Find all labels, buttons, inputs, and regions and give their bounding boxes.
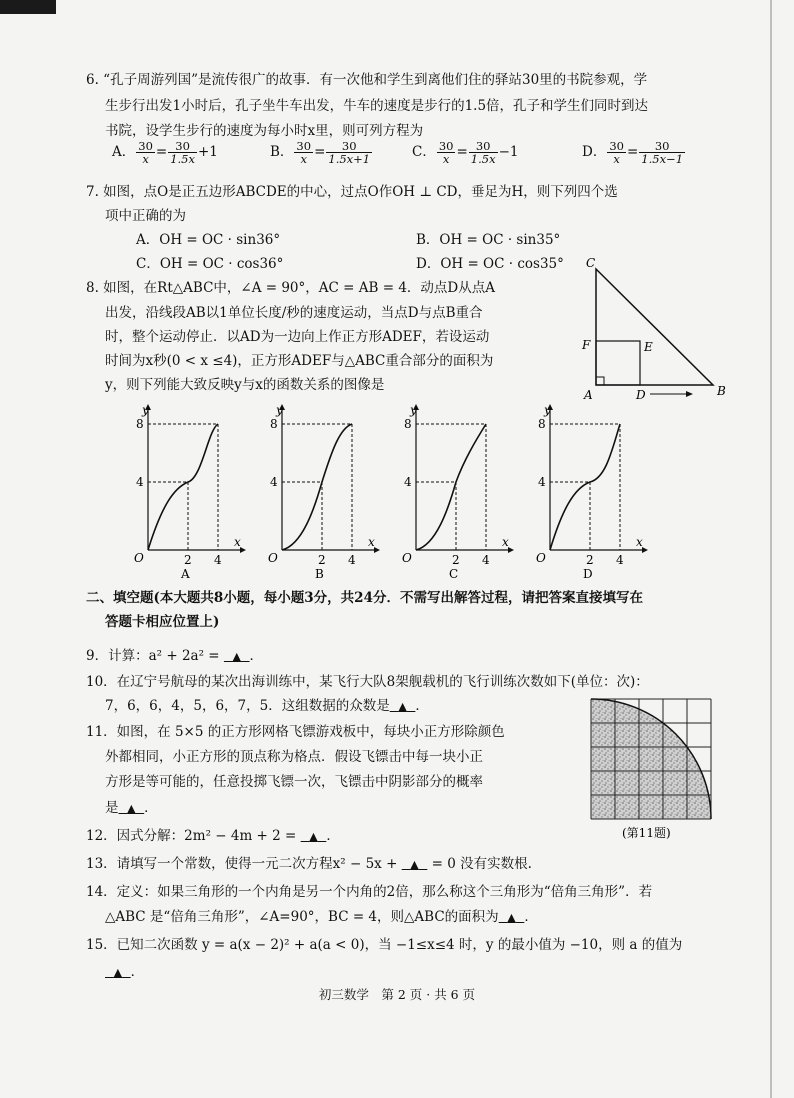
q14-line-2: △ABC 是“倍角三角形”，∠A=90°，BC = 4，则△ABC的面积为 ▲ ． bbox=[105, 909, 538, 925]
tick-y8: 8 bbox=[136, 417, 144, 431]
x-label: x bbox=[234, 535, 241, 549]
tick-2: 2 bbox=[184, 553, 192, 567]
q11-answer-blank: ▲ bbox=[127, 802, 136, 815]
x-label: x bbox=[636, 535, 643, 549]
scan-edge-line bbox=[770, 0, 772, 1098]
tick-2: 2 bbox=[318, 553, 326, 567]
origin-label: O bbox=[134, 551, 144, 565]
q6-line-1: 6. “孔子周游列国”是流传很广的故事．有一次他和学生到离他们住的驿站30里的书院参观，学 bbox=[86, 72, 648, 88]
x-axis-arrow bbox=[240, 547, 246, 553]
graph-label: B bbox=[315, 567, 324, 580]
tick-y4: 4 bbox=[538, 475, 546, 489]
q7-line-2: 项中正确的为 bbox=[105, 208, 186, 224]
q8-triangle-figure bbox=[578, 255, 738, 405]
q7-option-c: C．OH = OC · cos36° bbox=[136, 256, 284, 272]
label-f: F bbox=[582, 338, 591, 352]
q14-answer-blank: ▲ bbox=[507, 911, 516, 924]
q11-line-2: 外都相同，小正方形的顶点称为格点．假设飞镖击中每一块小正 bbox=[105, 749, 483, 765]
tick-y4: 4 bbox=[136, 475, 144, 489]
q11-line-1: 11．如图，在 5×5 的正方形网格飞镖游戏板中，每块小正方形除颜色 bbox=[86, 724, 505, 740]
q6-option-c: C． $\frac{30}{x}$ = $\frac{30}{1.5x}$ −1 bbox=[412, 139, 519, 166]
q7-option-b: B．OH = OC · sin35° bbox=[416, 232, 561, 248]
curve bbox=[282, 424, 352, 550]
tick-y4: 4 bbox=[270, 475, 278, 489]
q6-option-d: D． $\frac{30}{x}$ = $\frac{30}{1.5x-1}$ bbox=[582, 139, 684, 166]
scan-corner-mark bbox=[0, 0, 56, 14]
label-a: A bbox=[584, 388, 593, 402]
origin-label: O bbox=[268, 551, 278, 565]
q10-line-1: 10．在辽宁号航母的某次出海训练中，某飞行大队8架舰载机的飞行训练次数如下(单位：次)： bbox=[86, 674, 649, 690]
q7-line-1: 7. 如图，点O是正五边形ABCDE的中心，过点O作OH ⊥ CD，垂足为H，则下列四个选 bbox=[86, 184, 618, 200]
y-label: y bbox=[544, 403, 551, 417]
graph-label: C bbox=[449, 567, 459, 580]
label-e: E bbox=[644, 340, 653, 354]
q6-option-b: B． $\frac{30}{x}$ = $\frac{30}{1.5x+1}$ bbox=[270, 139, 371, 166]
origin-label: O bbox=[402, 551, 412, 565]
tick-2: 2 bbox=[452, 553, 460, 567]
motion-arrow-head bbox=[686, 391, 693, 397]
q13: 13．请填写一个常数，使得一元二次方程x² − 5x + ▲ = 0 没有实数根. bbox=[86, 856, 532, 872]
q9-answer-blank: ▲ bbox=[232, 650, 241, 663]
y-label: y bbox=[410, 403, 417, 417]
curve bbox=[416, 424, 486, 550]
q6-option-a: A． $\frac{30}{x}$ = $\frac{30}{1.5x}$ +1 bbox=[112, 139, 218, 166]
origin-label: O bbox=[536, 551, 546, 565]
curve bbox=[550, 424, 620, 550]
section-2-heading-line-2: 答题卡相应位置上) bbox=[105, 614, 220, 630]
tick-4: 4 bbox=[482, 553, 490, 567]
x-axis-arrow bbox=[374, 547, 380, 553]
label-b: B bbox=[717, 384, 726, 398]
q14-line-1: 14．定义：如果三角形的一个内角是另一个内角的2倍，那么称这个三角形为“倍角三角形”．若 bbox=[86, 884, 653, 900]
q10-line-2: 7，6，6，4，5，6，7，5．这组数据的众数是 ▲ ． bbox=[105, 698, 429, 714]
q11-line-3: 方形是等可能的，任意投掷飞镖一次，飞镖击中阴影部分的概率 bbox=[105, 774, 483, 790]
q6-line-3: 书院，设学生步行的速度为每小时x里，则可列方程为 bbox=[105, 123, 424, 139]
q8-line-2: 出发，沿线段AB以1单位长度/秒的速度运动，当点D与点B重合 bbox=[105, 305, 483, 321]
tick-2: 2 bbox=[586, 553, 594, 567]
q8-line-3: 时，整个运动停止．以AD为一边向上作正方形ADEF，若设运动 bbox=[105, 329, 490, 345]
x-label: x bbox=[368, 535, 375, 549]
tick-y4: 4 bbox=[404, 475, 412, 489]
q7-option-a: A．OH = OC · sin36° bbox=[136, 232, 281, 248]
section-2-heading-line-1: 二、填空题(本大题共8小题，每小题3分，共24分．不需写出解答过程，请把答案直接填写在 bbox=[86, 590, 643, 606]
q9: 9．计算：a² + 2a² = ▲ ． bbox=[86, 648, 264, 664]
tick-4: 4 bbox=[348, 553, 356, 567]
graph-b bbox=[262, 400, 382, 580]
q15-line-1: 15．已知二次函数 y = a(x − 2)² + a(a < 0)，当 −1≤x≤4 时，y 的最小值为 −10，则 a 的值为 bbox=[86, 937, 683, 953]
q11-dartboard-figure bbox=[586, 694, 716, 844]
tick-4: 4 bbox=[616, 553, 624, 567]
q10-answer-blank: ▲ bbox=[398, 700, 407, 713]
triangle-abc bbox=[596, 269, 713, 385]
page-footer: 初三数学 第 2 页 · 共 6 页 bbox=[318, 987, 476, 1002]
label-c: C bbox=[586, 256, 596, 270]
y-label: y bbox=[276, 403, 283, 417]
right-angle-mark bbox=[596, 377, 604, 385]
q15-answer-blank: ▲ bbox=[113, 966, 123, 979]
q13-answer-blank: ▲ bbox=[410, 858, 419, 871]
tick-4: 4 bbox=[214, 553, 222, 567]
q12-answer-blank: ▲ bbox=[309, 830, 318, 843]
q7-option-d: D．OH = OC · cos35° bbox=[416, 256, 564, 272]
q8-line-4: 时间为x秒(0 < x ≤4)，正方形ADEF与△ABC重合部分的面积为 bbox=[105, 353, 494, 369]
x-axis-arrow bbox=[642, 547, 648, 553]
tick-y8: 8 bbox=[538, 417, 546, 431]
q8-line-5: y，则下列能大致反映y与x的函数关系的图像是 bbox=[105, 377, 385, 393]
q6-line-2: 生步行出发1小时后，孔子坐牛车出发，牛车的速度是步行的1.5倍，孔子和学生们同时到达 bbox=[105, 98, 649, 114]
label-d: D bbox=[636, 388, 646, 402]
graph-c bbox=[396, 400, 516, 580]
graph-label: A bbox=[181, 567, 190, 580]
x-axis-arrow bbox=[508, 547, 514, 553]
graph-d bbox=[530, 400, 650, 580]
graph-a bbox=[128, 400, 248, 580]
x-label: x bbox=[502, 535, 509, 549]
q11-line-4: 是 ▲ ． bbox=[105, 800, 158, 816]
curve bbox=[148, 424, 218, 550]
square-adef bbox=[596, 341, 640, 385]
graph-label: D bbox=[583, 567, 593, 580]
tick-y8: 8 bbox=[270, 417, 278, 431]
y-label: y bbox=[142, 403, 149, 417]
tick-y8: 8 bbox=[404, 417, 412, 431]
q8-line-1: 8. 如图，在Rt△ABC中，∠A = 90°，AC = AB = 4．动点D从点A bbox=[86, 280, 495, 296]
q12: 12．因式分解：2m² − 4m + 2 = ▲ ． bbox=[86, 828, 340, 844]
q15-line-2: ▲ ． bbox=[105, 960, 144, 980]
q11-caption: (第11题) bbox=[622, 826, 671, 840]
